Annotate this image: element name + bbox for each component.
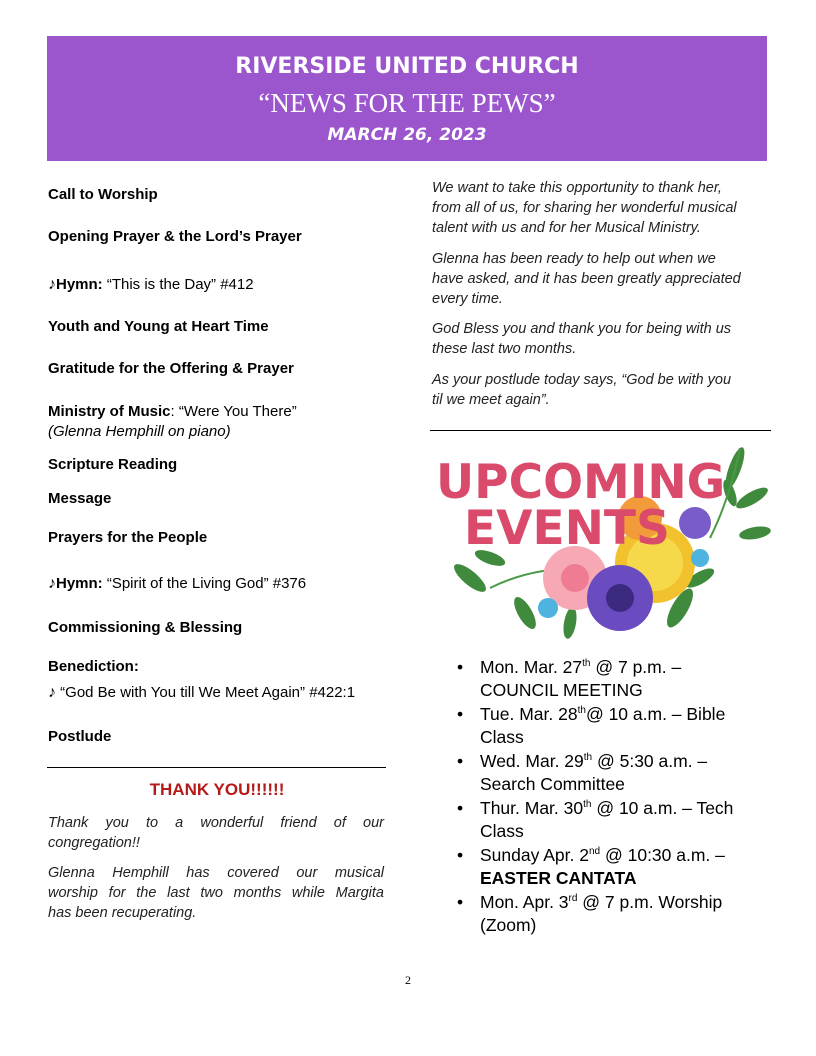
text-line: Glenna has been ready to help out when we <box>432 251 716 267</box>
event-title: EASTER CANTATA <box>480 868 637 888</box>
events-title-line2: EVENTS <box>464 501 670 556</box>
text-line: from all of us, for sharing her wonderful musical <box>432 200 737 216</box>
commissioning: Commissioning & Blessing <box>48 619 243 636</box>
text-line: As your postlude today says, “God be with you <box>432 372 732 388</box>
text-line: every time. <box>432 291 503 307</box>
hymn-1 <box>48 276 254 294</box>
event-date-suffix: nd <box>588 846 601 858</box>
text-line: talent with us and for her Musical Ministry. <box>432 220 701 236</box>
ministry-of-music <box>48 403 297 420</box>
hymn-label: Hymn: <box>56 575 103 592</box>
thank-you-paragraph-3 <box>432 178 772 238</box>
ministry-title: : “Were You There” <box>170 403 297 420</box>
event-title: Class <box>480 821 524 841</box>
postlude: Postlude <box>48 728 112 745</box>
hymn-title: “Spirit of the Living God” #376 <box>102 575 307 592</box>
event-date-suffix: th <box>583 799 592 811</box>
event-date: Tue. Mar. 28 <box>480 704 578 724</box>
thank-you-paragraph-4 <box>432 249 772 309</box>
event-time: @ 10:30 a.m. – <box>600 845 725 865</box>
event-time: @ 5:30 a.m. – <box>592 751 708 771</box>
event-title: Search Committee <box>480 774 625 794</box>
newsletter-title: “NEWS FOR THE PEWS” <box>258 88 556 118</box>
event-title: (Zoom) <box>480 915 537 935</box>
benediction-hymn-title: “God Be with You till We Meet Again” #422:1 <box>56 684 356 701</box>
text-line: these last two months. <box>432 341 577 357</box>
event-date: Mon. Apr. 3 <box>480 892 569 912</box>
divider-right <box>430 430 771 431</box>
music-note-icon: ♪ <box>48 276 56 293</box>
event-date: Wed. Mar. 29 <box>480 751 584 771</box>
youth-time: Youth and Young at Heart Time <box>48 318 269 335</box>
event-time: @ 10 a.m. – Bible <box>585 704 726 724</box>
event-date: Mon. Mar. 27 <box>480 657 583 677</box>
event-time: @ 10 a.m. – Tech <box>591 798 734 818</box>
event-item <box>455 891 770 938</box>
page-number: 2 <box>405 973 411 987</box>
event-title: Class <box>480 727 524 747</box>
benediction: Benediction: <box>48 658 139 675</box>
text-line: God Bless you and thank you for being with us <box>432 321 732 337</box>
bullet-icon: • <box>457 751 464 771</box>
message: Message <box>48 490 112 507</box>
prayers-for-people: Prayers for the People <box>48 529 208 546</box>
hymn-title: “This is the Day” #412 <box>102 276 254 293</box>
benediction-hymn <box>48 684 355 702</box>
header-banner <box>47 36 767 161</box>
bullet-icon: • <box>457 657 464 677</box>
event-item <box>455 844 770 891</box>
hymn-2 <box>48 575 306 593</box>
event-date-suffix: th <box>577 705 586 717</box>
text-line: have asked, and it has been greatly appreciated <box>432 271 741 287</box>
bullet-icon: • <box>457 798 464 818</box>
event-time: @ 7 p.m. Worship <box>577 892 723 912</box>
text-line: Thank you to a wonderful friend of our <box>48 815 384 831</box>
event-line <box>480 891 770 914</box>
ministry-note: (Glenna Hemphill on piano) <box>48 423 231 440</box>
bullet-icon: • <box>457 892 464 912</box>
thank-you-heading: THANK YOU!!!!!! <box>149 780 285 799</box>
event-date: Sunday Apr. 2 <box>480 845 589 865</box>
church-name: RIVERSIDE UNITED CHURCH <box>235 54 579 79</box>
thank-you-paragraph-6 <box>432 370 772 410</box>
events-list <box>455 656 770 938</box>
scripture-reading: Scripture Reading <box>48 456 178 473</box>
event-date-suffix: th <box>583 752 593 764</box>
event-line <box>480 703 770 726</box>
event-date-suffix: rd <box>568 893 578 905</box>
text-line: We want to take this opportunity to thank her, <box>432 180 722 196</box>
divider-left <box>47 767 386 768</box>
music-note-icon: ♪ <box>48 684 56 701</box>
ministry-label: Ministry of Music <box>48 403 171 420</box>
text-line: worship for the last two months while Margita <box>48 885 384 901</box>
text-line: has been recuperating. <box>48 905 197 921</box>
event-line <box>480 750 770 773</box>
call-to-worship: Call to Worship <box>48 186 158 203</box>
hymn-label: Hymn: <box>56 276 103 293</box>
event-date-suffix: th <box>582 658 591 670</box>
event-date: Thur. Mar. 30 <box>480 798 584 818</box>
event-item <box>455 703 770 750</box>
upcoming-events-graphic <box>430 438 775 648</box>
event-line <box>480 844 770 867</box>
gratitude: Gratitude for the Offering & Prayer <box>48 360 294 377</box>
thank-you-paragraph-1 <box>48 813 384 853</box>
event-item <box>455 797 770 844</box>
bullet-icon: • <box>457 845 464 865</box>
text-line: til we meet again”. <box>432 392 550 408</box>
event-line <box>480 797 770 820</box>
opening-prayer: Opening Prayer & the Lord’s Prayer <box>48 228 302 245</box>
text-line: congregation!! <box>48 835 140 851</box>
event-time: @ 7 p.m. – <box>590 657 682 677</box>
music-note-icon: ♪ <box>48 575 56 592</box>
event-title: COUNCIL MEETING <box>480 680 643 700</box>
event-line <box>480 656 770 679</box>
event-item <box>455 656 770 703</box>
event-item <box>455 750 770 797</box>
thank-you-paragraph-2 <box>48 863 384 923</box>
newsletter-date: MARCH 26, 2023 <box>327 125 487 145</box>
text-line: Glenna Hemphill has covered our musical <box>48 865 384 881</box>
events-title-line1: UPCOMING <box>436 455 726 510</box>
thank-you-paragraph-5 <box>432 319 772 359</box>
bullet-icon: • <box>457 704 464 724</box>
